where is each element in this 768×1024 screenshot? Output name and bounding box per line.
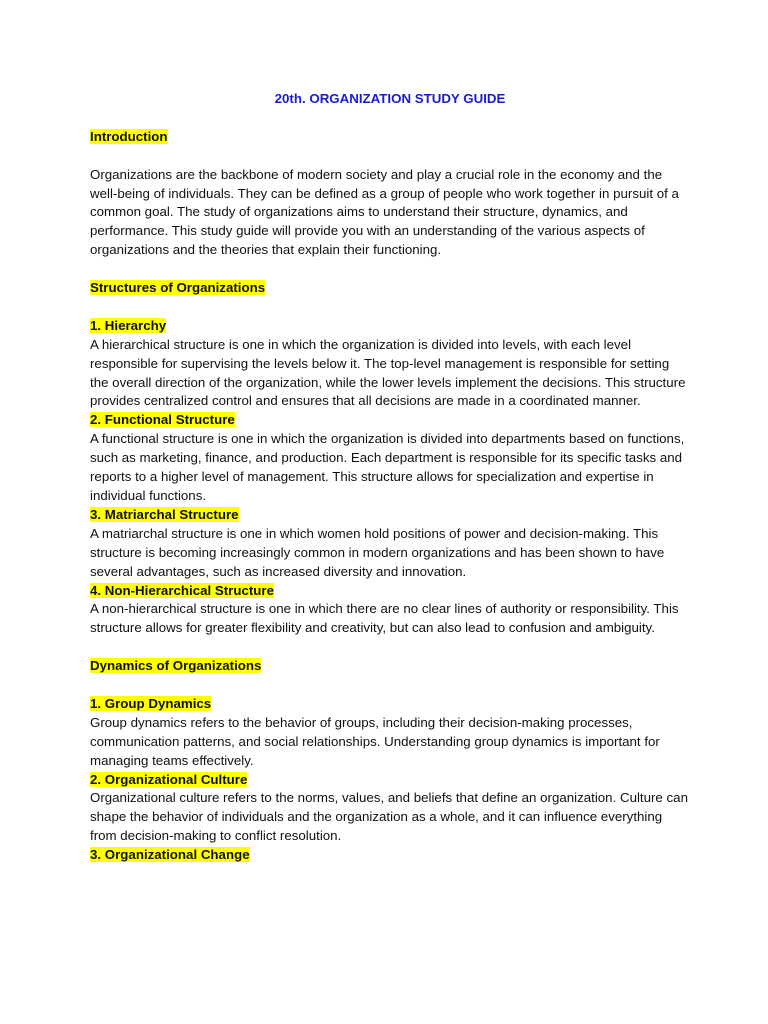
dynamics-item-heading <box>90 846 690 865</box>
dynamics-item-heading <box>90 771 690 790</box>
structures-heading <box>90 279 690 298</box>
introduction-heading <box>90 128 690 147</box>
structure-item-heading <box>90 317 690 336</box>
spacer <box>90 676 690 695</box>
document-page <box>90 90 690 865</box>
structure-item-label: 3. Matriarchal Structure <box>90 506 239 522</box>
structure-item-label: 4. Non-Hierarchical Structure <box>90 582 274 598</box>
document-title: 20th. ORGANIZATION STUDY GUIDE <box>274 91 506 106</box>
structure-item-text: A hierarchical structure is one in which the organization is divided into levels, with each level responsible for supervising the levels below it. The top-level management is responsible for setting the overall direction of the organization, while the lower levels implement the decisions. This structure provides centralized control and ensures that all decisions are made in a coordinated manner. <box>90 336 686 409</box>
dynamics-item-text: Group dynamics refers to the behavior of groups, including their decision-making processes, communication patterns, and social relationships. Understanding group dynamics is important for managing teams effectively. <box>90 714 660 768</box>
structure-item-heading <box>90 582 690 601</box>
spacer <box>90 260 690 279</box>
dynamics-item-text: Organizational culture refers to the norms, values, and beliefs that define an organization. Culture can shape the behavior of individuals and the organization as a whole, and it can influence everything from decision-making to conflict resolution. <box>90 790 688 844</box>
dynamics-heading <box>90 657 690 676</box>
structure-item-text: A matriarchal structure is one in which women hold positions of power and decision-making. This structure is becoming increasingly common in modern organizations and has been shown to have several advantages, such as increased diversity and innovation. <box>90 525 665 579</box>
dynamics-item-heading <box>90 695 690 714</box>
spacer <box>90 147 690 166</box>
spacer <box>90 638 690 657</box>
dynamics-heading-text: Dynamics of Organizations <box>90 658 262 674</box>
structure-item-text: A functional structure is one in which the organization is divided into departments based on functions, such as marketing, finance, and production. Each department is responsible for its specific tasks and reports to a higher level of management. This structure allows for specialization and expertise in individual functions. <box>90 431 685 503</box>
dynamics-item-label: 3. Organizational Change <box>90 847 250 863</box>
dynamics-item-label: 2. Organizational Culture <box>90 771 248 787</box>
structure-item-label: 2. Functional Structure <box>90 412 235 428</box>
introduction-paragraph: Organizations are the backbone of modern society and play a crucial role in the economy and the well-being of individuals. They can be defined as a group of people who work together in pursuit of a common goal. The study of organizations aims to understand their structure, dynamics, and performance. This study guide will provide you with an understanding of the various aspects of organizations and the theories that explain their functioning. <box>90 166 679 258</box>
dynamics-item-label: 1. Group Dynamics <box>90 695 212 711</box>
structure-item-heading <box>90 411 690 430</box>
structure-item-heading <box>90 506 690 525</box>
structures-heading-text: Structures of Organizations <box>90 280 266 296</box>
introduction-heading-text: Introduction <box>90 128 168 144</box>
spacer <box>90 298 690 317</box>
structure-item-label: 1. Hierarchy <box>90 317 167 333</box>
structure-item-text: A non-hierarchical structure is one in which there are no clear lines of authority or responsibility. This structure allows for greater flexibility and creativity, but can also lead to confusion and ambiguity. <box>90 601 679 636</box>
